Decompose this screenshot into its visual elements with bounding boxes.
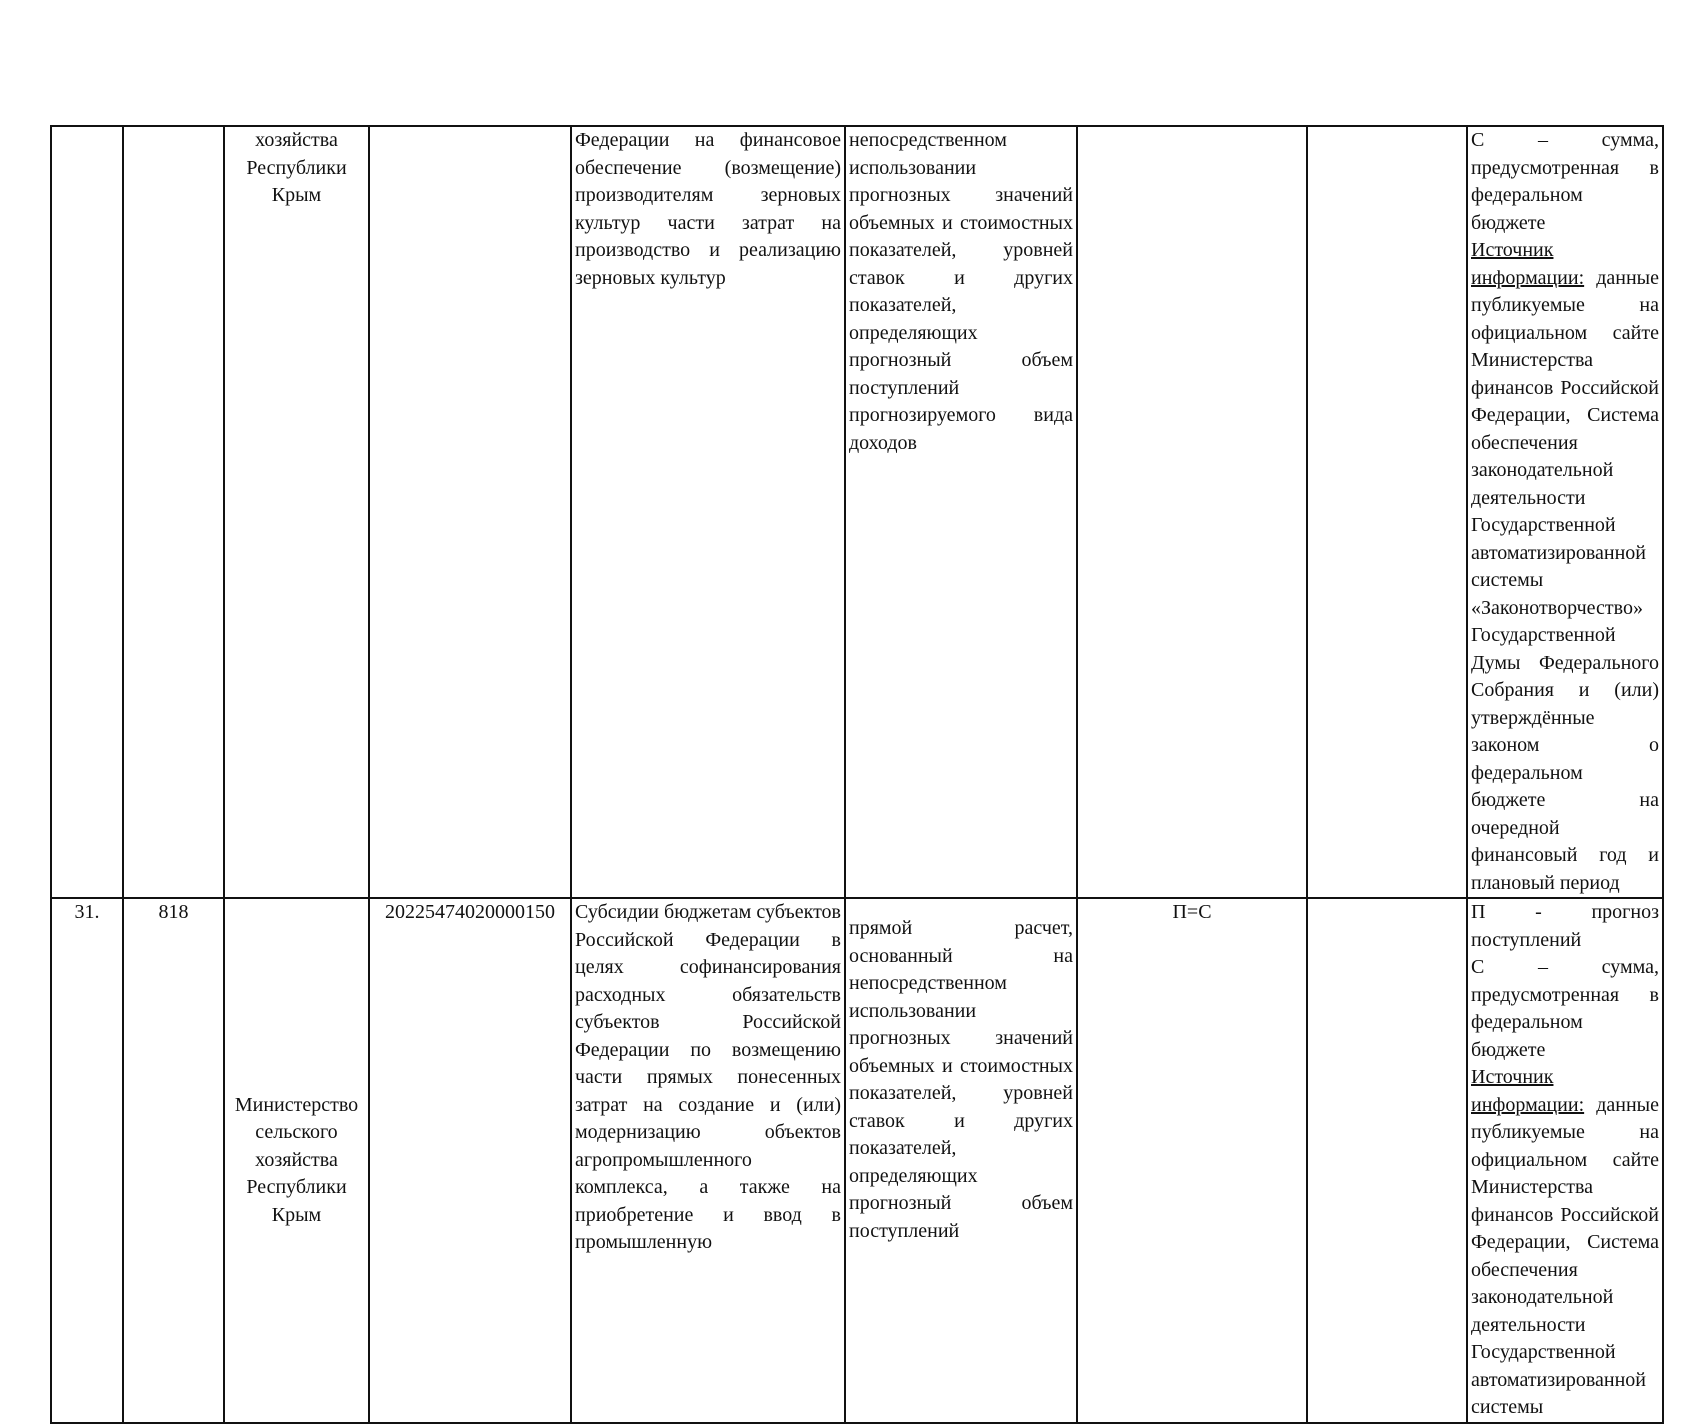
forecast-method-cell: непосредственном использовании прогнозных значений объемных и стоимостных показателей, уровней ставок и других показателей, определяющих прогнозный объем поступлений прогнозируемого вида доходов — [845, 126, 1077, 898]
kbk-code-cell: 20225474020000150 — [369, 898, 571, 1423]
formula-cell: П=С — [1077, 898, 1307, 1423]
row-number-cell: 31. — [51, 898, 123, 1423]
extra-cell — [1307, 126, 1467, 898]
table-row — [51, 898, 1663, 1423]
source-label: Источник информации: — [1471, 239, 1585, 289]
administrator-name-line: Крым — [271, 184, 322, 206]
source-label: Источник информации: — [1471, 1066, 1585, 1116]
source-text: данные публикуемые на официальном сайте Министерства финансов Российской Федерации, Система обеспечения законодательной деятельности Государственной автоматизированной системы «Законотворчество» Государственной Думы Федерального Собрания и (или) утверждённые законом о федеральном бюджете на очередной финансовый год и плановый период — [1471, 266, 1659, 894]
formula-cell — [1077, 126, 1307, 898]
administrator-name-line: Министерство — [234, 1093, 359, 1116]
administrator-name-line: сельского — [255, 1121, 338, 1143]
forecast-method-cell: прямой расчет, основанный на непосредственном использовании прогнозных значений объемных и стоимостных показателей, уровней ставок и других показателей, определяющих прогнозный объем поступлений — [845, 898, 1077, 1423]
revenue-name-cell: Федерации на финансовое обеспечение (возмещение) производителям зерновых культур части затрат на производство и реализацию зерновых культур — [571, 126, 845, 898]
note-p: П - прогноз поступлений — [1471, 901, 1659, 951]
row-number-cell — [51, 126, 123, 898]
revenue-name-cell: Субсидии бюджетам субъектов Российской Федерации в целях софинансирования расходных обязательств субъектов Российской Федерации по возмещению части прямых понесенных затрат на создание и (или) модернизацию объектов агропромышленного комплекса, а также на приобретение и ввод в промышленную — [571, 898, 845, 1423]
note-source — [1471, 237, 1659, 897]
table-row — [51, 126, 1663, 898]
extra-cell — [1307, 898, 1467, 1423]
administrator-name-line: Республики — [246, 1176, 347, 1198]
admin-code-cell — [123, 126, 224, 898]
administrator-name-line: хозяйства — [255, 129, 338, 151]
notes-cell — [1467, 898, 1663, 1423]
note-source — [1471, 1064, 1659, 1422]
note-formula: С – сумма, предусмотренная в федеральном бюджете — [1471, 129, 1659, 234]
admin-code-cell: 818 — [123, 898, 224, 1423]
note-formula: С – сумма, предусмотренная в федеральном бюджете — [1471, 956, 1659, 1061]
administrator-name-cell — [224, 126, 369, 898]
administrator-name-line: Республики — [246, 156, 347, 179]
revenue-forecast-table — [50, 125, 1664, 1424]
notes-cell — [1467, 126, 1663, 898]
kbk-code-cell — [369, 126, 571, 898]
administrator-name-cell — [224, 898, 369, 1423]
source-text: данные публикуемые на официальном сайте Министерства финансов Российской Федерации, Система обеспечения законодательной деятельности Государственной автоматизированной системы — [1471, 1093, 1659, 1418]
administrator-name-line: Крым — [271, 1203, 322, 1226]
administrator-name-line: хозяйства — [255, 1148, 338, 1171]
